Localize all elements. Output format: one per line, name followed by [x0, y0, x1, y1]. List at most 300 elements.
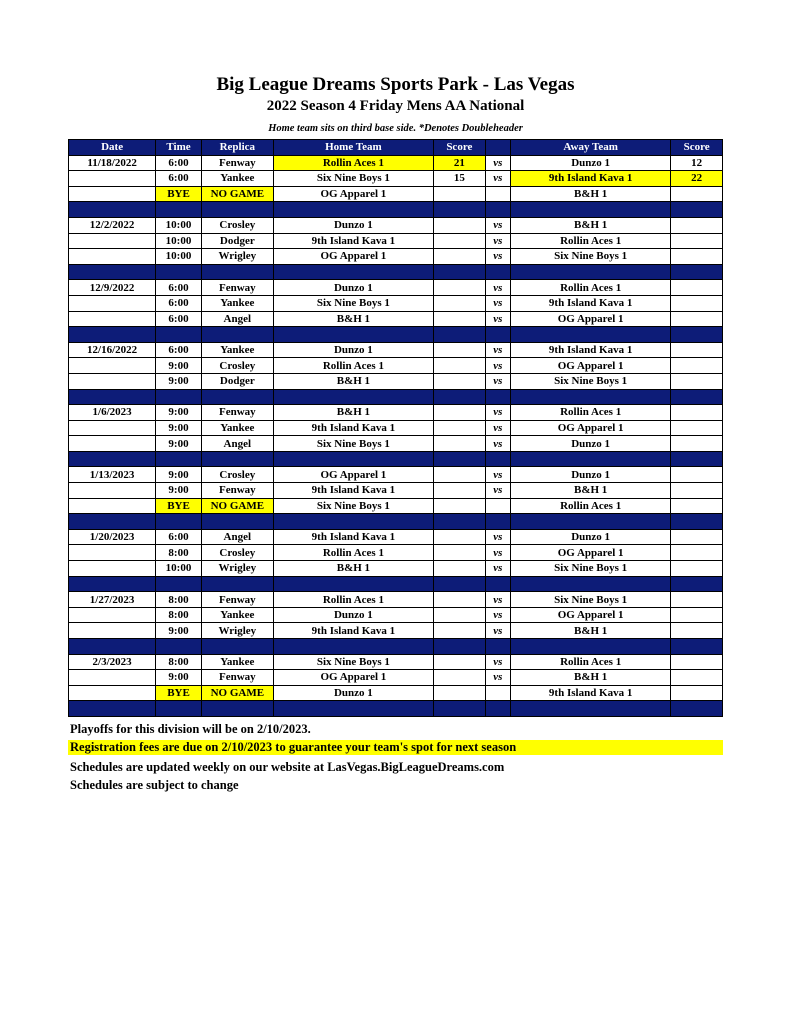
time-cell: 10:00 [156, 249, 202, 265]
vs-cell: vs [485, 592, 510, 608]
replica-cell: Angel [201, 436, 273, 452]
away-score-cell [671, 249, 723, 265]
table-row [69, 280, 723, 296]
week-separator [69, 701, 723, 717]
replica-cell: Fenway [201, 155, 273, 171]
vs-cell: vs [485, 420, 510, 436]
table-row [69, 607, 723, 623]
table-row [69, 436, 723, 452]
home-score-cell: 15 [434, 171, 486, 187]
table-row [69, 498, 723, 514]
away-score-cell [671, 483, 723, 499]
time-cell: 6:00 [156, 171, 202, 187]
date-cell: 12/16/2022 [69, 342, 156, 358]
away-score-cell [671, 420, 723, 436]
date-cell [69, 561, 156, 577]
vs-cell: vs [485, 358, 510, 374]
separator-cell [434, 389, 486, 405]
time-cell: 6:00 [156, 311, 202, 327]
separator-cell [201, 389, 273, 405]
vs-cell: vs [485, 295, 510, 311]
vs-cell: vs [485, 280, 510, 296]
date-cell: 1/27/2023 [69, 592, 156, 608]
home-score-cell [434, 467, 486, 483]
home-score-cell [434, 685, 486, 701]
col-header-date: Date [69, 140, 156, 156]
week-separator [69, 451, 723, 467]
separator-cell [156, 514, 202, 530]
away-score-cell [671, 217, 723, 233]
separator-cell [485, 451, 510, 467]
time-cell: 9:00 [156, 467, 202, 483]
away-team-cell: 9th Island Kava 1 [511, 295, 671, 311]
home-score-cell [434, 483, 486, 499]
home-team-cell: B&H 1 [273, 405, 433, 421]
date-cell [69, 420, 156, 436]
week-separator [69, 202, 723, 218]
time-cell: 9:00 [156, 420, 202, 436]
home-team-cell: B&H 1 [273, 311, 433, 327]
time-cell: 10:00 [156, 217, 202, 233]
vs-cell: vs [485, 623, 510, 639]
away-team-cell: Rollin Aces 1 [511, 405, 671, 421]
home-team-cell: OG Apparel 1 [273, 670, 433, 686]
separator-cell [671, 701, 723, 717]
table-row [69, 654, 723, 670]
table-row [69, 405, 723, 421]
vs-cell: vs [485, 373, 510, 389]
away-score-cell [671, 654, 723, 670]
away-score-cell [671, 405, 723, 421]
separator-cell [671, 451, 723, 467]
time-cell: BYE [156, 186, 202, 202]
vs-cell: vs [485, 467, 510, 483]
date-cell [69, 498, 156, 514]
vs-cell: vs [485, 233, 510, 249]
col-header-home-score: Score [434, 140, 486, 156]
table-header-row [69, 140, 723, 156]
separator-cell [671, 202, 723, 218]
separator-cell [273, 451, 433, 467]
page-subtitle: 2022 Season 4 Friday Mens AA National [266, 98, 525, 114]
away-team-cell: OG Apparel 1 [511, 545, 671, 561]
table-row [69, 623, 723, 639]
table-row [69, 561, 723, 577]
replica-cell: Crosley [201, 467, 273, 483]
home-score-cell [434, 358, 486, 374]
vs-cell: vs [485, 311, 510, 327]
col-header-home-team: Home Team [273, 140, 433, 156]
away-team-cell: Six Nine Boys 1 [511, 249, 671, 265]
separator-cell [511, 639, 671, 655]
separator-cell [273, 576, 433, 592]
away-team-cell: Rollin Aces 1 [511, 498, 671, 514]
home-team-cell: 9th Island Kava 1 [273, 623, 433, 639]
time-cell: 9:00 [156, 436, 202, 452]
away-team-cell: OG Apparel 1 [511, 311, 671, 327]
away-team-cell: Dunzo 1 [511, 529, 671, 545]
away-score-cell: 12 [671, 155, 723, 171]
home-team-cell: Six Nine Boys 1 [273, 171, 433, 187]
col-header-time: Time [156, 140, 202, 156]
time-cell: 8:00 [156, 592, 202, 608]
home-score-cell [434, 545, 486, 561]
separator-cell [156, 264, 202, 280]
table-row [69, 311, 723, 327]
away-score-cell [671, 670, 723, 686]
home-score-cell [434, 233, 486, 249]
separator-cell [156, 639, 202, 655]
home-team-cell: Dunzo 1 [273, 607, 433, 623]
table-row [69, 171, 723, 187]
home-score-cell [434, 607, 486, 623]
table-row [69, 467, 723, 483]
separator-cell [69, 701, 156, 717]
date-cell: 2/3/2023 [69, 654, 156, 670]
separator-cell [201, 327, 273, 343]
away-score-cell: 22 [671, 171, 723, 187]
replica-cell: Angel [201, 529, 273, 545]
home-team-cell: Dunzo 1 [273, 280, 433, 296]
date-cell [69, 311, 156, 327]
replica-cell: Wrigley [201, 249, 273, 265]
home-score-cell [434, 295, 486, 311]
separator-cell [273, 202, 433, 218]
date-cell: 12/9/2022 [69, 280, 156, 296]
home-team-cell: 9th Island Kava 1 [273, 483, 433, 499]
replica-cell: Yankee [201, 171, 273, 187]
away-score-cell [671, 311, 723, 327]
home-team-cell: Dunzo 1 [273, 217, 433, 233]
away-team-cell: 9th Island Kava 1 [511, 685, 671, 701]
home-score-cell [434, 405, 486, 421]
separator-cell [156, 701, 202, 717]
separator-cell [156, 389, 202, 405]
home-score-cell [434, 623, 486, 639]
home-score-cell [434, 654, 486, 670]
separator-cell [434, 701, 486, 717]
vs-cell: vs [485, 529, 510, 545]
away-team-cell: Six Nine Boys 1 [511, 561, 671, 577]
home-score-cell [434, 342, 486, 358]
replica-cell: Dodger [201, 373, 273, 389]
table-row [69, 233, 723, 249]
home-team-cell: Dunzo 1 [273, 685, 433, 701]
date-cell [69, 295, 156, 311]
away-team-cell: B&H 1 [511, 483, 671, 499]
home-score-cell [434, 529, 486, 545]
vs-cell: vs [485, 654, 510, 670]
away-team-cell: Six Nine Boys 1 [511, 373, 671, 389]
vs-cell: vs [485, 249, 510, 265]
playoffs-note: Playoffs for this division will be on 2/10/2023. [70, 722, 311, 736]
vs-cell: vs [485, 670, 510, 686]
date-cell [69, 233, 156, 249]
time-cell: 9:00 [156, 373, 202, 389]
date-cell [69, 483, 156, 499]
separator-cell [511, 514, 671, 530]
home-score-cell [434, 592, 486, 608]
date-cell: 1/20/2023 [69, 529, 156, 545]
time-cell: 8:00 [156, 545, 202, 561]
date-cell [69, 545, 156, 561]
time-cell: 10:00 [156, 233, 202, 249]
date-cell [69, 436, 156, 452]
away-team-cell: Dunzo 1 [511, 467, 671, 483]
replica-cell: Fenway [201, 670, 273, 686]
home-score-cell [434, 311, 486, 327]
away-team-cell: Rollin Aces 1 [511, 654, 671, 670]
home-team-cell: OG Apparel 1 [273, 467, 433, 483]
separator-cell [273, 639, 433, 655]
separator-cell [201, 202, 273, 218]
replica-cell: Crosley [201, 217, 273, 233]
time-cell: 9:00 [156, 483, 202, 499]
away-team-cell: OG Apparel 1 [511, 420, 671, 436]
registration-note: Registration fees are due on 2/10/2023 to guarantee your team's spot for next season [68, 740, 723, 755]
replica-cell: Angel [201, 311, 273, 327]
home-score-cell [434, 420, 486, 436]
vs-cell: vs [485, 607, 510, 623]
away-team-cell: B&H 1 [511, 623, 671, 639]
table-row [69, 420, 723, 436]
separator-cell [511, 701, 671, 717]
away-score-cell [671, 467, 723, 483]
replica-cell: NO GAME [201, 498, 273, 514]
separator-cell [671, 389, 723, 405]
separator-cell [201, 451, 273, 467]
date-cell [69, 607, 156, 623]
table-row [69, 592, 723, 608]
home-score-cell [434, 373, 486, 389]
date-cell: 12/2/2022 [69, 217, 156, 233]
away-team-cell: B&H 1 [511, 217, 671, 233]
replica-cell: Crosley [201, 545, 273, 561]
away-score-cell [671, 373, 723, 389]
replica-cell: Fenway [201, 592, 273, 608]
replica-cell: Fenway [201, 280, 273, 296]
table-row [69, 373, 723, 389]
separator-cell [511, 202, 671, 218]
separator-cell [156, 327, 202, 343]
separator-cell [156, 576, 202, 592]
time-cell: BYE [156, 498, 202, 514]
away-score-cell [671, 498, 723, 514]
date-cell [69, 186, 156, 202]
separator-cell [69, 202, 156, 218]
week-separator [69, 639, 723, 655]
replica-cell: Yankee [201, 654, 273, 670]
home-team-cell: Six Nine Boys 1 [273, 498, 433, 514]
time-cell: BYE [156, 685, 202, 701]
time-cell: 6:00 [156, 342, 202, 358]
separator-cell [434, 327, 486, 343]
home-team-cell: Six Nine Boys 1 [273, 436, 433, 452]
away-team-cell: Rollin Aces 1 [511, 233, 671, 249]
time-cell: 6:00 [156, 155, 202, 171]
date-cell [69, 670, 156, 686]
separator-cell [273, 264, 433, 280]
separator-cell [485, 327, 510, 343]
separator-cell [434, 264, 486, 280]
time-cell: 8:00 [156, 607, 202, 623]
separator-cell [511, 576, 671, 592]
home-score-cell [434, 436, 486, 452]
away-team-cell: Six Nine Boys 1 [511, 592, 671, 608]
vs-cell: vs [485, 217, 510, 233]
table-row [69, 186, 723, 202]
time-cell: 6:00 [156, 280, 202, 296]
separator-cell [511, 264, 671, 280]
home-team-cell: B&H 1 [273, 373, 433, 389]
time-cell: 9:00 [156, 358, 202, 374]
date-cell: 1/13/2023 [69, 467, 156, 483]
home-team-cell: Rollin Aces 1 [273, 358, 433, 374]
away-score-cell [671, 295, 723, 311]
replica-cell: Yankee [201, 342, 273, 358]
home-team-cell: Six Nine Boys 1 [273, 654, 433, 670]
separator-cell [156, 202, 202, 218]
home-team-cell: Six Nine Boys 1 [273, 295, 433, 311]
away-score-cell [671, 607, 723, 623]
separator-cell [485, 514, 510, 530]
separator-cell [511, 389, 671, 405]
away-score-cell [671, 685, 723, 701]
home-score-cell [434, 498, 486, 514]
col-header-vs [485, 140, 510, 156]
separator-cell [201, 639, 273, 655]
away-team-cell: Rollin Aces 1 [511, 280, 671, 296]
home-score-cell [434, 186, 486, 202]
separator-cell [69, 639, 156, 655]
away-score-cell [671, 529, 723, 545]
date-cell [69, 685, 156, 701]
page-title: Big League Dreams Sports Park - Las Vegas [216, 74, 575, 95]
separator-cell [273, 389, 433, 405]
vs-cell: vs [485, 545, 510, 561]
time-cell: 6:00 [156, 529, 202, 545]
table-row [69, 295, 723, 311]
replica-cell: Wrigley [201, 623, 273, 639]
away-score-cell [671, 545, 723, 561]
vs-cell: vs [485, 561, 510, 577]
away-score-cell [671, 186, 723, 202]
home-team-cell: OG Apparel 1 [273, 186, 433, 202]
separator-cell [201, 701, 273, 717]
table-row [69, 249, 723, 265]
date-cell [69, 249, 156, 265]
table-row [69, 217, 723, 233]
separator-cell [485, 202, 510, 218]
separator-cell [434, 576, 486, 592]
time-cell: 8:00 [156, 654, 202, 670]
time-cell: 9:00 [156, 405, 202, 421]
away-team-cell: 9th Island Kava 1 [511, 171, 671, 187]
separator-cell [69, 327, 156, 343]
separator-cell [69, 514, 156, 530]
week-separator [69, 327, 723, 343]
replica-cell: NO GAME [201, 186, 273, 202]
home-team-cell: 9th Island Kava 1 [273, 420, 433, 436]
away-score-cell [671, 233, 723, 249]
away-score-cell [671, 342, 723, 358]
separator-cell [434, 451, 486, 467]
schedule-body [69, 155, 723, 716]
vs-cell [485, 685, 510, 701]
vs-cell [485, 498, 510, 514]
away-team-cell: B&H 1 [511, 670, 671, 686]
week-separator [69, 389, 723, 405]
home-score-cell: 21 [434, 155, 486, 171]
replica-cell: Yankee [201, 607, 273, 623]
col-header-replica: Replica [201, 140, 273, 156]
week-separator [69, 514, 723, 530]
away-team-cell: 9th Island Kava 1 [511, 342, 671, 358]
replica-cell: Dodger [201, 233, 273, 249]
separator-cell [485, 639, 510, 655]
vs-cell [485, 186, 510, 202]
home-team-cell: Rollin Aces 1 [273, 155, 433, 171]
separator-cell [485, 576, 510, 592]
table-row [69, 545, 723, 561]
separator-cell [273, 701, 433, 717]
home-team-cell: B&H 1 [273, 561, 433, 577]
home-score-cell [434, 670, 486, 686]
away-team-cell: Dunzo 1 [511, 436, 671, 452]
table-row [69, 358, 723, 374]
separator-cell [434, 202, 486, 218]
vs-cell: vs [485, 155, 510, 171]
separator-cell [511, 327, 671, 343]
home-score-cell [434, 217, 486, 233]
separator-cell [511, 451, 671, 467]
home-team-cell: 9th Island Kava 1 [273, 233, 433, 249]
home-score-cell [434, 249, 486, 265]
away-score-cell [671, 358, 723, 374]
home-team-cell: OG Apparel 1 [273, 249, 433, 265]
week-separator [69, 264, 723, 280]
away-score-cell [671, 623, 723, 639]
table-row [69, 670, 723, 686]
schedule-note: Home team sits on third base side. *Denotes Doubleheader [268, 123, 523, 134]
date-cell: 1/6/2023 [69, 405, 156, 421]
vs-cell: vs [485, 436, 510, 452]
separator-cell [485, 701, 510, 717]
vs-cell: vs [485, 342, 510, 358]
away-score-cell [671, 592, 723, 608]
time-cell: 10:00 [156, 561, 202, 577]
away-team-cell: OG Apparel 1 [511, 358, 671, 374]
away-team-cell: B&H 1 [511, 186, 671, 202]
home-team-cell: Dunzo 1 [273, 342, 433, 358]
date-cell [69, 171, 156, 187]
replica-cell: Wrigley [201, 561, 273, 577]
date-cell [69, 373, 156, 389]
date-cell: 11/18/2022 [69, 155, 156, 171]
separator-cell [671, 576, 723, 592]
replica-cell: NO GAME [201, 685, 273, 701]
away-score-cell [671, 436, 723, 452]
vs-cell: vs [485, 171, 510, 187]
time-cell: 9:00 [156, 623, 202, 639]
time-cell: 6:00 [156, 295, 202, 311]
separator-cell [69, 451, 156, 467]
separator-cell [201, 576, 273, 592]
separator-cell [434, 514, 486, 530]
week-separator [69, 576, 723, 592]
home-score-cell [434, 280, 486, 296]
away-score-cell [671, 561, 723, 577]
